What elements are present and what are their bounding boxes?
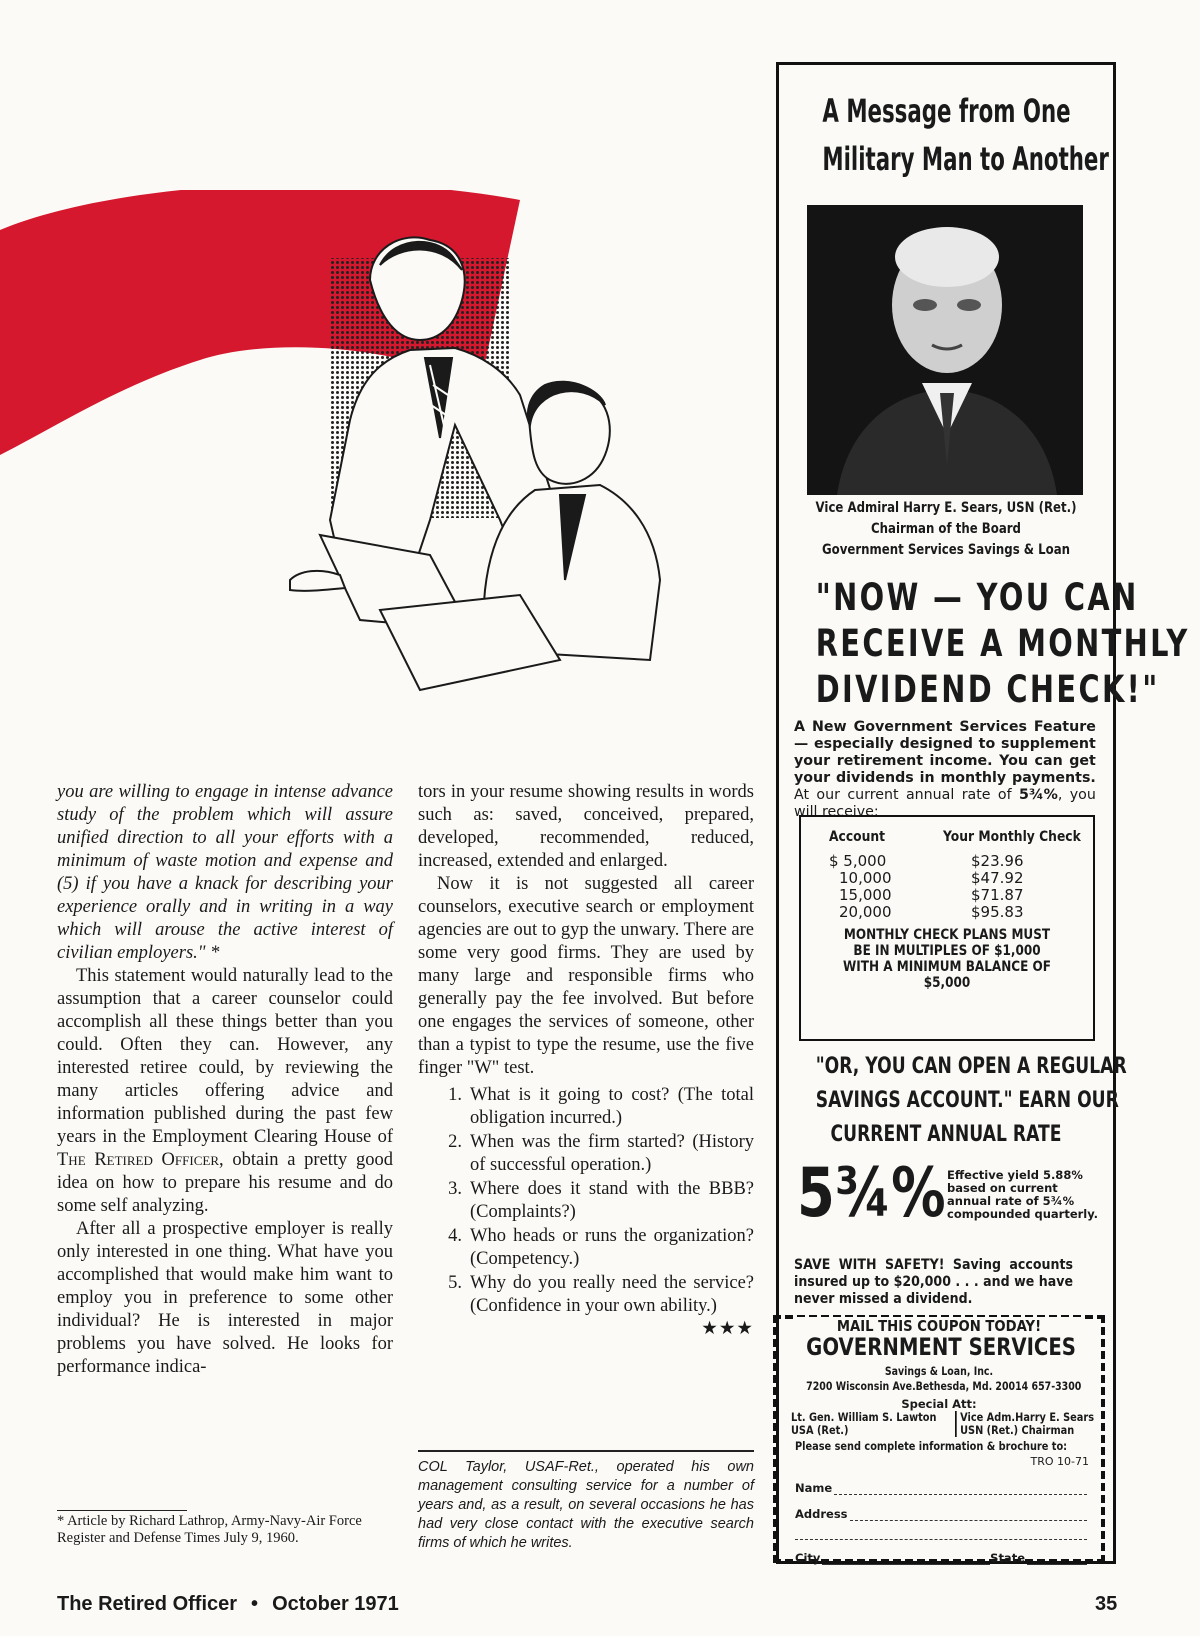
company-address: Savings & Loan, Inc. 7200 Wisconsin Ave.Bethesda, Md. 20014 657-3300 <box>806 1364 1082 1393</box>
running-footer <box>57 1593 399 1616</box>
savings-headline: "OR, YOU CAN OPEN A REGULAR SAVINGS ACCOUNT." EARN OUR CURRENT ANNUAL RATE <box>815 1054 1127 1147</box>
coupon-code: TRO 10-71 <box>1030 1455 1089 1468</box>
footnote-rule <box>57 1510 187 1511</box>
quoted-passage: you are willing to engage in intense advance study of the problem which will assure unified direction to all your efforts with a minimum of waste motion and expense and (5) if you have a knack for describing your experience orally and in writing in a way which will arouse the active interest of civilian employers." * <box>57 782 393 963</box>
article-paragraph: Now it is not suggested all career counselors, executive search or employment agencies are out to gyp the unwary. There are some very good firms. They are used by many large and responsible firms who generally pay the fee involved. But before one engages the services of someone, other than a typist to type the resume, use the five finger "W" test. <box>418 874 754 1078</box>
column-header-account: Account <box>829 829 886 845</box>
attention-label: Special Att: <box>901 1397 977 1411</box>
illustration <box>0 190 760 780</box>
publication-reference: The Retired Officer <box>57 1150 219 1170</box>
separator-bullet: • <box>251 1593 259 1615</box>
name-field[interactable]: Name <box>795 1481 1087 1495</box>
author-bio: COL Taylor, USAF-Ret., operated his own management consulting service for a number of years and, as a result, on several occasions he has had very close contact with the executive search firms of which he writes. <box>418 1459 754 1551</box>
city-state-field[interactable]: City State <box>795 1551 1087 1565</box>
article-text: , obtain a pretty good idea on how to prepare his resume and do some self analyzing. <box>57 1150 393 1216</box>
portrait-photo <box>807 205 1083 495</box>
company-name: GOVERNMENT SERVICES <box>806 1333 1076 1361</box>
table-row: 20,000 $95.83 <box>839 903 1024 921</box>
ad-intro-text: A New Government Services Feature — especially designed to supplement your retirement income. You can get your dividends in monthly payments. At our current annual rate of 5¾%, you will receive: <box>794 719 1096 820</box>
article-paragraph: tors in your resume showing results in words such as: saved, conceived, prepared, developed, recommended, reduced, increased, extended and enlarged. <box>418 782 754 871</box>
address-field-line-2[interactable] <box>795 1529 1087 1540</box>
list-item: 1. What is it going to cost? (The total obligation incurred.) <box>448 1085 754 1128</box>
table-row: 15,000 $71.87 <box>839 886 1024 904</box>
footnote: * Article by Richard Lathrop, Army-Navy-Air Force Register and Defense Times July 9, 1960. <box>57 1513 362 1546</box>
article-paragraph: After all a prospective employer is really only interested in one thing. What have you accomplished that would make him want to employ you in preference to some other individual? He is interested in major problems you have solved. He looks for performance indica- <box>57 1219 393 1377</box>
table-row: 10,000 $47.92 <box>839 869 1024 887</box>
table-row: $ 5,000 $23.96 <box>829 852 1024 870</box>
photo-caption: Vice Admiral Harry E. Sears, USN (Ret.) Chairman of the Board Government Services Savings & Loan <box>815 500 1077 558</box>
hand <box>290 571 345 591</box>
effective-yield-note: Effective yield 5.88% based on current annual rate of 5¾% compounded quarterly. <box>947 1168 1099 1221</box>
end-mark-stars: ★★★ <box>701 1319 754 1339</box>
publication-name: The Retired Officer <box>57 1593 238 1615</box>
dividend-headline: "NOW — YOU CAN RECEIVE A MONTHLY DIVIDEND CHECK!" <box>815 576 1190 711</box>
list-item: 2. When was the firm started? (History of successful operation.) <box>448 1132 754 1175</box>
address-field[interactable]: Address <box>795 1507 1087 1521</box>
article-text: This statement would naturally lead to the assumption that a career counselor could accomplish all these things better than you could. Often they can. However, any interested retiree could, by reviewing the many articles offering advice and information published during the past few years in the Employment Clearing House of <box>57 966 393 1147</box>
bio-rule <box>418 1450 754 1452</box>
list-item: 3. Where does it stand with the BBB? (Complaints?) <box>448 1179 754 1222</box>
issue-date: October 1971 <box>272 1593 399 1615</box>
monthly-check-table <box>799 815 1095 1041</box>
send-instructions: Please send complete information & brochure to: <box>795 1439 1068 1453</box>
list-item: 4. Who heads or runs the organization? (Competency.) <box>448 1226 754 1269</box>
ad-headline: A Message from One Military Man to Another <box>822 92 1109 178</box>
contact-sears: Vice Adm.Harry E. Sears USN (Ret.) Chairman <box>955 1411 1094 1437</box>
annual-rate: 5¾% <box>797 1154 946 1233</box>
w-test-list <box>418 1084 754 1341</box>
table-note: MONTHLY CHECK PLANS MUST BE IN MULTIPLES OF $1,000 WITH A MINIMUM BALANCE OF $5,000 <box>843 927 1051 991</box>
mail-in-coupon <box>773 1315 1105 1563</box>
column-header-monthly-check: Your Monthly Check <box>943 829 1081 845</box>
coupon-call-to-action: MAIL THIS COUPON TODAY! <box>796 1317 1081 1335</box>
article-paragraph <box>57 965 393 1218</box>
advertisement <box>776 62 1190 1565</box>
contact-lawton: Lt. Gen. William S. Lawton USA (Ret.) <box>791 1410 937 1437</box>
safety-statement: SAVE WITH SAFETY! Saving accounts insured up to $20,000 . . . and we have never missed a dividend. <box>794 1257 1073 1307</box>
article-column-2 <box>418 781 754 1342</box>
list-item: 5. Why do you really need the service? (Confidence in your own ability.) ★★★ <box>448 1273 754 1339</box>
page-number: 35 <box>1095 1593 1118 1615</box>
article-column-1 <box>57 781 393 1379</box>
